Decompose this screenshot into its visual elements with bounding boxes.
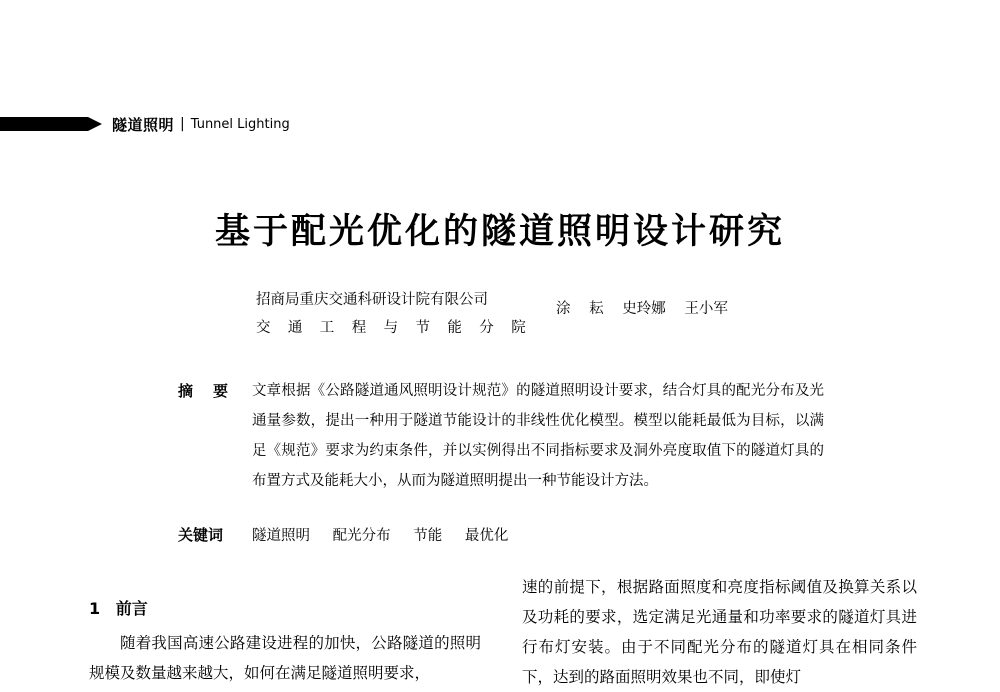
keywords-label: 关键词	[178, 526, 224, 544]
abstract-text: 文章根据《公路隧道通风照明设计规范》的隧道照明设计要求，结合灯具的配光分布及光通量参数，提出一种用于隧道节能设计的非线性优化模型。模型以能耗最低为目标，以满足《规范》要求为约束条件，并以实例得出不同指标要求及洞外亮度取值下的隧道灯具的布置方式及能耗大小，从而为隧道照明提出一种节能设计方法。	[252, 383, 824, 489]
abstract-label: 摘要	[178, 382, 249, 400]
affiliation-line-2: 交通工程与节能分院	[256, 320, 544, 336]
keywords-list: 隧道照明 配光分布 节能 最优化	[252, 528, 509, 544]
body-right-column: 速的前提下，根据路面照度和亮度指标阈值及换算关系以及功耗的要求，选定满足光通量和功率要求的隧道灯具进行布灯安装。由于不同配光分布的隧道灯具在相同条件下，达到的路面照明效果也不同，即使灯	[522, 578, 917, 686]
section-heading: 1 前言	[89, 599, 148, 618]
section-tag	[0, 114, 290, 134]
section-separator: |	[180, 116, 185, 132]
paper-title: 基于配光优化的隧道照明设计研究	[214, 212, 785, 252]
affiliation-line-1: 招商局重庆交通科研设计院有限公司	[256, 292, 488, 308]
body-left-column: 随着我国高速公路建设进程的加快，公路隧道的照明规模及数量越来越大，如何在满足隧道照明要求，	[89, 634, 481, 682]
arrow-banner-icon	[0, 117, 88, 131]
affiliation	[256, 286, 543, 342]
section-name-en: Tunnel Lighting	[190, 116, 290, 132]
authors: 涂 耘 史玲娜 王小军	[556, 301, 728, 317]
section-name-zh: 隧道照明	[112, 115, 175, 134]
